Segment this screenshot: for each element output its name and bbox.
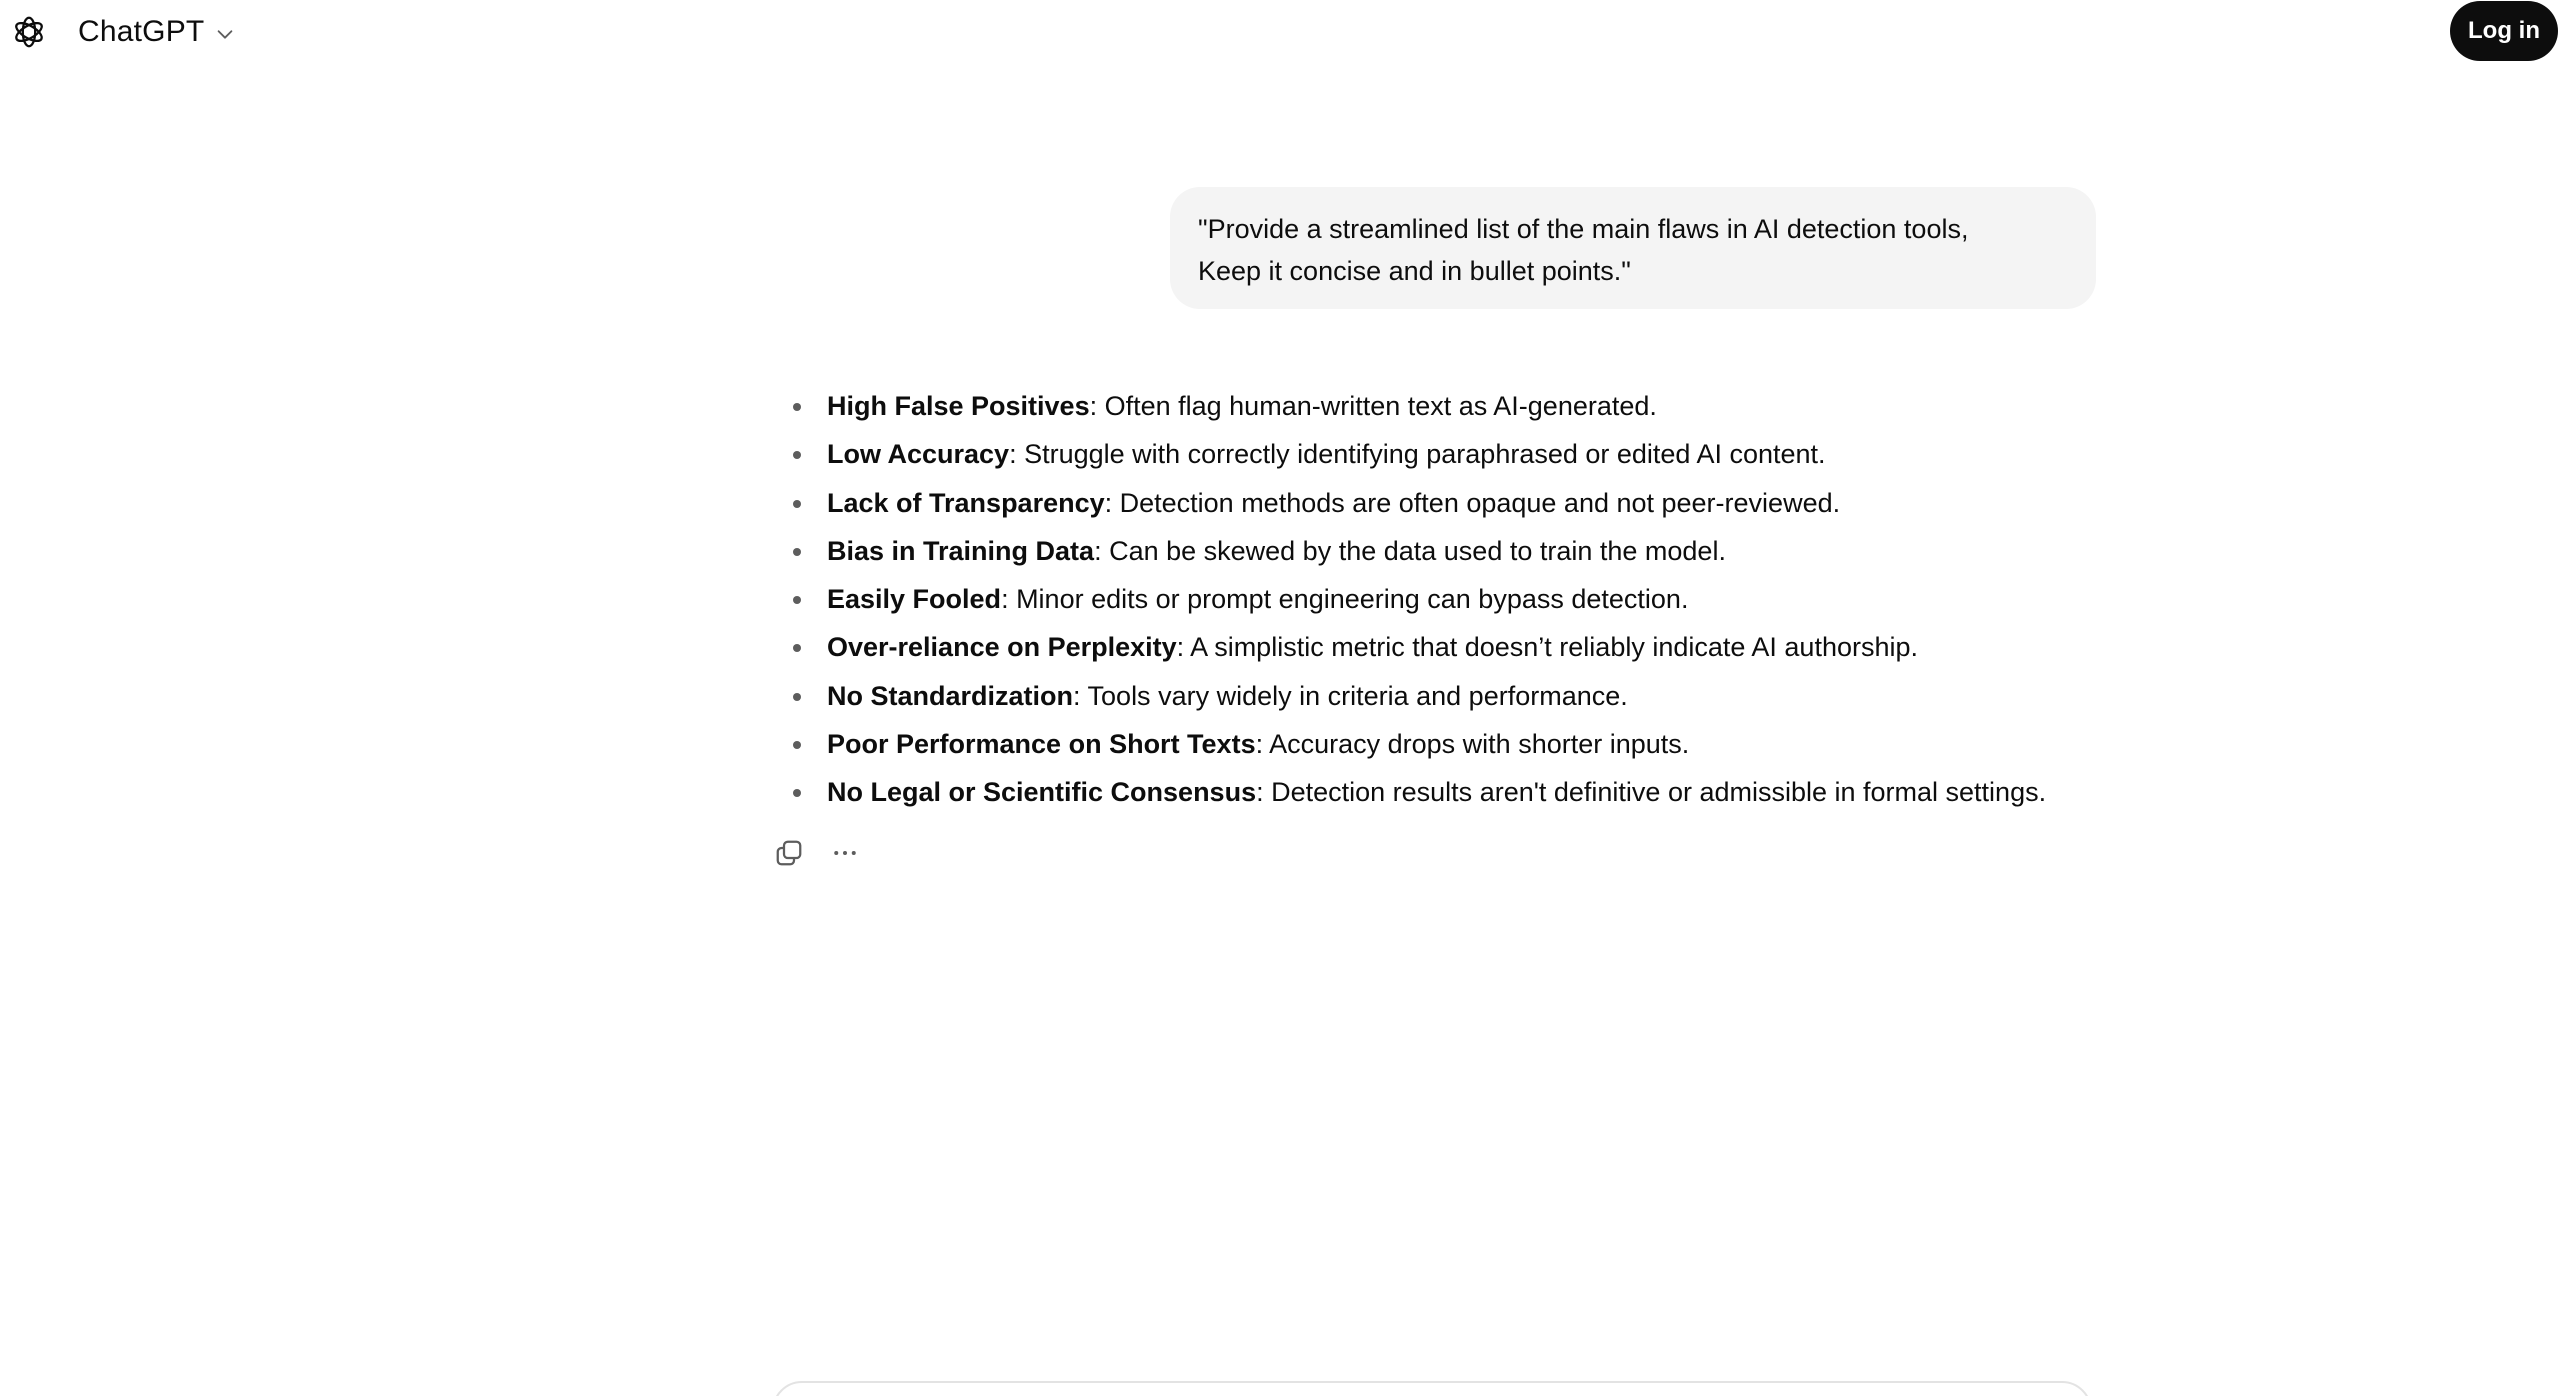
more-options-button[interactable] bbox=[824, 832, 866, 874]
user-message-bubble bbox=[1170, 187, 2096, 309]
item-title: Low Accuracy bbox=[827, 439, 1010, 470]
item-title: Easily Fooled bbox=[827, 584, 1002, 615]
item-text: : Minor edits or prompt engineering can bypass detection. bbox=[1001, 584, 1689, 615]
bullet bbox=[793, 500, 801, 508]
list-item bbox=[790, 575, 2100, 623]
bullet bbox=[793, 789, 801, 797]
list-item bbox=[790, 527, 2100, 575]
list-item bbox=[790, 382, 2100, 430]
item-title: Over-reliance on Perplexity bbox=[827, 632, 1177, 663]
top-bar bbox=[0, 0, 2560, 64]
message-composer[interactable] bbox=[772, 1381, 2092, 1396]
item-title: No Standardization bbox=[827, 680, 1074, 711]
item-text: : Can be skewed by the data used to train the model. bbox=[1094, 535, 1726, 566]
assistant-response-list bbox=[790, 382, 2100, 817]
item-title: Bias in Training Data bbox=[827, 535, 1095, 566]
openai-logo-icon[interactable] bbox=[10, 13, 48, 51]
model-switcher[interactable] bbox=[68, 6, 246, 58]
list-item bbox=[790, 430, 2100, 478]
message-actions bbox=[768, 832, 866, 874]
list-item bbox=[790, 672, 2100, 720]
bullet bbox=[793, 693, 801, 701]
item-text: : Struggle with correctly identifying paraphrased or edited AI content. bbox=[1009, 439, 1826, 470]
item-title: High False Positives bbox=[827, 391, 1090, 421]
user-message-line: "Provide a streamlined list of the main flaws in AI detection tools, bbox=[1198, 214, 1969, 244]
item-text: : Detection methods are often opaque and not peer-reviewed. bbox=[1104, 487, 1841, 518]
bullet bbox=[793, 548, 801, 556]
bullet bbox=[793, 403, 801, 411]
item-title: No Legal or Scientific Consensus bbox=[827, 777, 1257, 808]
login-button[interactable]: Log in bbox=[2450, 1, 2558, 61]
item-title: Lack of Transparency bbox=[827, 487, 1105, 518]
bullet bbox=[793, 741, 801, 749]
list-item bbox=[790, 623, 2100, 671]
bullet bbox=[793, 451, 801, 459]
model-name: ChatGPT bbox=[78, 15, 205, 48]
list-item bbox=[790, 768, 2100, 816]
bullet bbox=[793, 596, 801, 604]
item-title: Poor Performance on Short Texts bbox=[827, 729, 1256, 760]
item-text: : Detection results aren't definitive or admissible in formal settings. bbox=[1256, 777, 2047, 808]
copy-button[interactable] bbox=[768, 832, 810, 874]
more-horizontal-icon bbox=[830, 838, 860, 868]
list-item bbox=[790, 479, 2100, 527]
copy-icon bbox=[774, 838, 804, 868]
item-text: : A simplistic metric that doesn’t reliably indicate AI authorship. bbox=[1176, 632, 1919, 663]
item-text: : Often flag human-written text as AI-generated. bbox=[1089, 391, 1657, 421]
list-item bbox=[790, 720, 2100, 768]
item-text: : Tools vary widely in criteria and performance. bbox=[1073, 680, 1628, 711]
bullet bbox=[793, 644, 801, 652]
user-message-line: Keep it concise and in bullet points." bbox=[1198, 256, 1631, 286]
item-text: : Accuracy drops with shorter inputs. bbox=[1255, 729, 1690, 760]
chevron-down-icon bbox=[214, 23, 236, 45]
